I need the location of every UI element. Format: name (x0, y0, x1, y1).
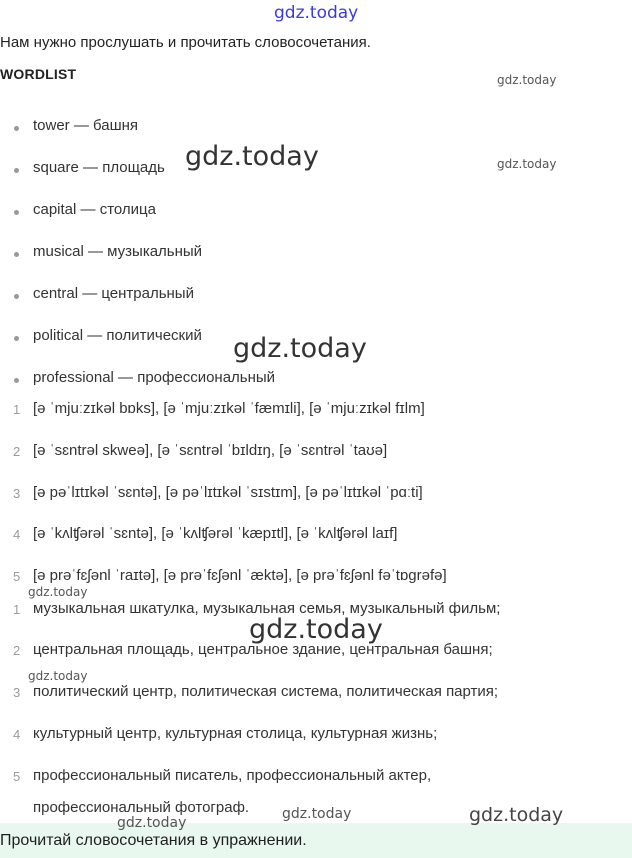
footer-text: Прочитай словосочетания в упражнении. (0, 832, 307, 849)
watermark: gdz.today (497, 157, 557, 171)
watermark-top: gdz.today (274, 3, 359, 23)
watermark: gdz.today (28, 585, 88, 599)
wordlist-entry: professional — профессиональный (33, 369, 276, 386)
row-number: 1 (13, 602, 21, 617)
transcription-text: [ə ˈkʌlʧərəl ˈsɛntə], [ə ˈkʌlʧərəl ˈkæpɪtl], [ə ˈkʌlʧərəl laɪf] (33, 525, 398, 542)
watermark: gdz.today (28, 669, 88, 683)
row-number: 3 (13, 685, 21, 700)
translation-text: культурный центр, культурная столица, культурная жизнь; (33, 725, 438, 742)
row-number: 2 (13, 444, 21, 459)
bullet-icon (14, 210, 19, 215)
intro-text: Нам нужно прослушать и прочитать словосочетания. (0, 34, 371, 51)
watermark: gdz.today (282, 806, 352, 822)
bullet-icon (14, 168, 19, 173)
transcription-text: [ə ˈmjuːzɪkəl bɒks], [ə ˈmjuːzɪkəl ˈfæmɪli], [ə ˈmjuːzɪkəl fɪlm] (33, 400, 425, 417)
row-number: 4 (13, 527, 21, 542)
watermark: gdz.today (497, 73, 557, 87)
watermark: gdz.today (469, 804, 564, 826)
bullet-icon (14, 336, 19, 341)
watermark: gdz.today (185, 141, 319, 172)
wordlist-heading: WORDLIST (0, 66, 77, 82)
watermark: gdz.today (249, 614, 383, 645)
translation-text: музыкальная шкатулка, музыкальная семья, музыкальный фильм; (33, 600, 501, 617)
row-number: 5 (13, 769, 21, 784)
transcription-text: [ə ˈsɛntrəl skweə], [ə ˈsɛntrəl ˈbɪldɪŋ, [ə ˈsɛntrəl ˈtaʊə] (33, 442, 388, 459)
bullet-icon (14, 252, 19, 257)
watermark: gdz.today (117, 815, 187, 831)
wordlist-entry: political — политический (33, 327, 202, 344)
footer-bar (0, 823, 632, 858)
wordlist-entry: central — центральный (33, 285, 194, 302)
translation-text: профессиональный фотограф. (33, 799, 250, 816)
row-number: 4 (13, 727, 21, 742)
bullet-icon (14, 378, 19, 383)
transcription-text: [ə pəˈlɪtɪkəl ˈsɛntə], [ə pəˈlɪtɪkəl ˈsɪstɪm], [ə pəˈlɪtɪkəl ˈpɑːti] (33, 484, 423, 501)
row-number: 5 (13, 569, 21, 584)
transcription-text: [ə prəˈfɛʃənl ˈraɪtə], [ə prəˈfɛʃənl ˈæktə], [ə prəˈfɛʃənl fəˈtɒgrəfə] (33, 567, 447, 584)
row-number: 2 (13, 643, 21, 658)
translation-text: центральная площадь, центральное здание, центральная башня; (33, 641, 493, 658)
wordlist-entry: musical — музыкальный (33, 243, 203, 260)
wordlist-entry: square — площадь (33, 159, 165, 176)
wordlist-entry: capital — столица (33, 201, 156, 218)
bullet-icon (14, 126, 19, 131)
wordlist-entry: tower — башня (33, 117, 139, 134)
translation-text: профессиональный писатель, профессиональный актер, (33, 767, 432, 784)
row-number: 3 (13, 486, 21, 501)
watermark: gdz.today (233, 333, 367, 364)
row-number: 1 (13, 402, 21, 417)
bullet-icon (14, 294, 19, 299)
translation-text: политический центр, политическая система, политическая партия; (33, 683, 499, 700)
